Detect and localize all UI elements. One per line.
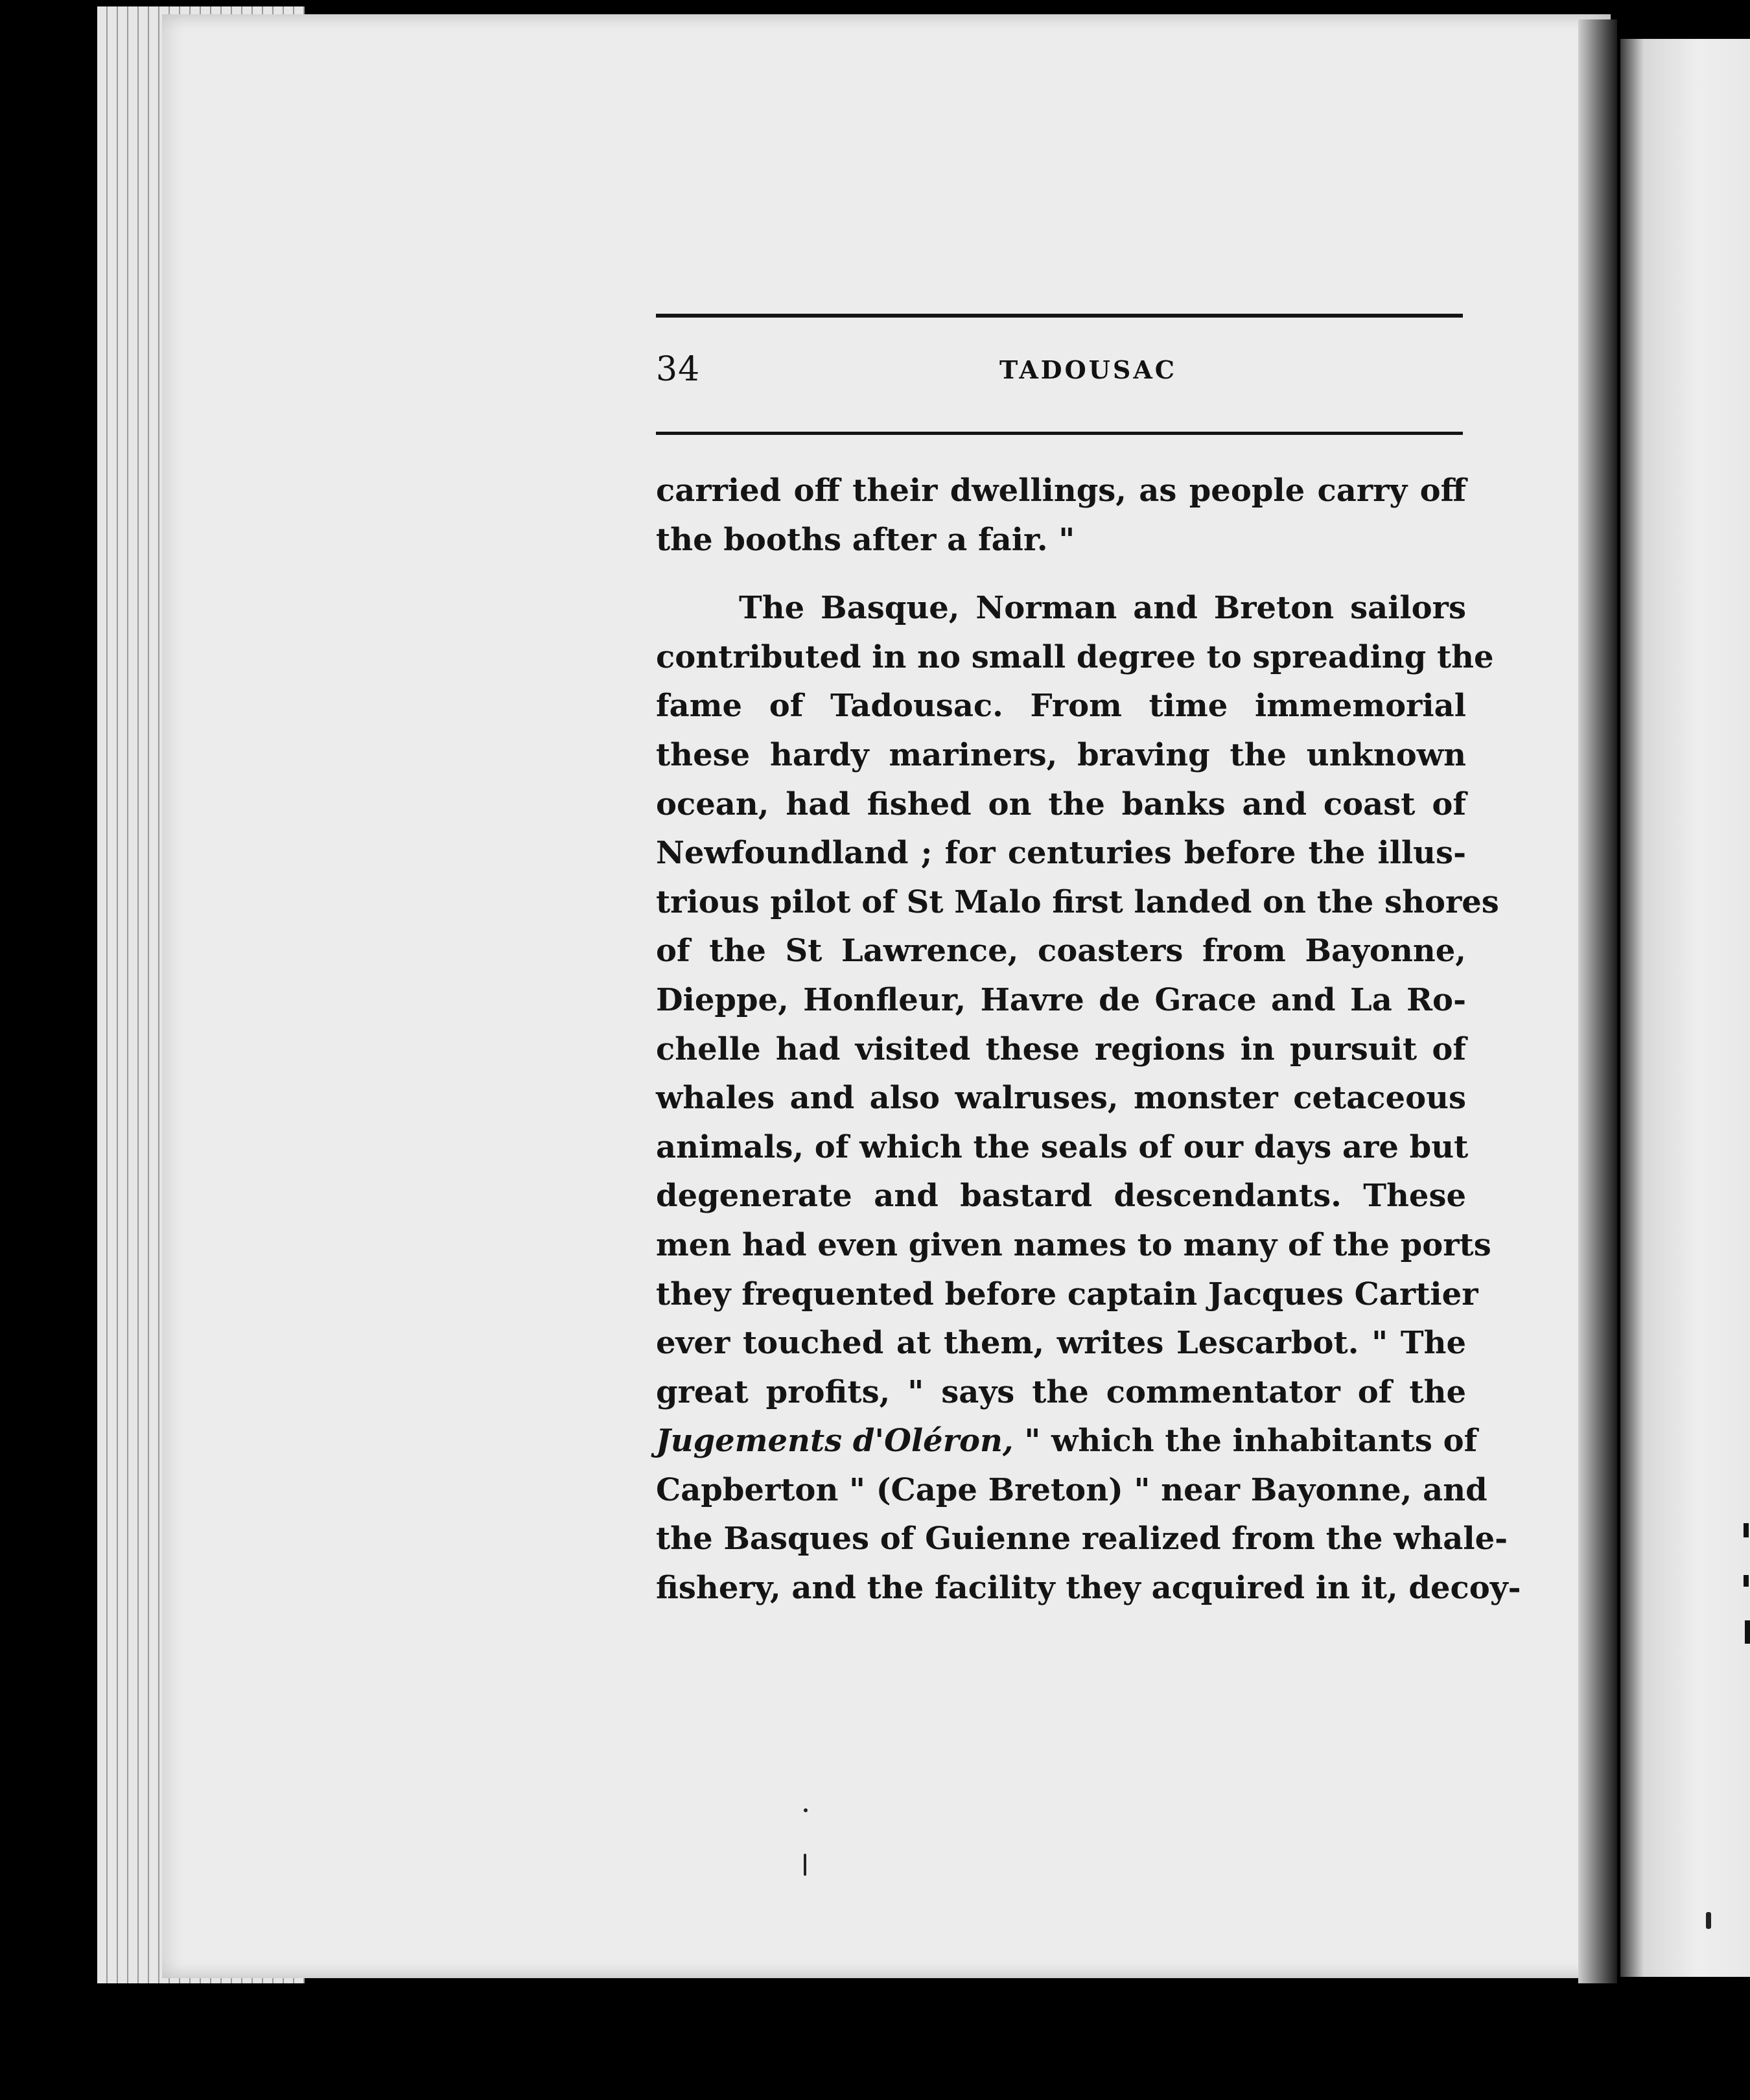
facing-page-sliver [1620,39,1750,1977]
text-line: Newfoundland ; for centuries before the illus- [656,835,1466,872]
facing-page-mark [1744,1523,1749,1537]
scan-speck [804,1854,806,1876]
text-line: the booths after a fair. " [656,521,1075,558]
facing-page-mark [1745,1620,1750,1644]
text-line: ever touched at them, writes Lescarbot. " The [656,1325,1466,1362]
text-line: The Basque, Norman and Breton sailors [739,590,1466,627]
text-line: contributed in no small degree to spreading the [656,638,1494,675]
body-text [656,467,1521,1613]
text-line: whales and also walruses, monster cetaceous [656,1080,1466,1117]
text-line: of the St Lawrence, coasters from Bayonne, [656,933,1466,970]
page-header [656,350,1463,402]
italic-title: Jugements d'Oléron, [656,1423,1014,1460]
text-line: ocean, had fished on the banks and coast of [656,786,1466,822]
facing-page-mark [1744,1575,1749,1587]
text-line: Capberton " (Cape Breton) " near Bayonne, and [656,1471,1488,1508]
text-line-with-italic-title [656,1417,1478,1466]
text-line: animals, of which the seals of our days are but [656,1128,1469,1165]
header-rule-top [656,314,1463,318]
text-line: the Basques of Guienne realized from the whale- [656,1521,1508,1558]
text-line: degenerate and bastard descendants. These [656,1178,1466,1215]
page-number: 34 [656,350,701,389]
paragraph-1 [656,467,1466,565]
header-rule-bottom [656,432,1463,435]
text-line: great profits, " says the commentator of the [656,1373,1466,1410]
text-line: trious pilot of St Malo first landed on the shores [656,883,1499,920]
text-line: chelle had visited these regions in pursuit of [656,1031,1466,1068]
text-run: " which the inhabitants of [1013,1423,1478,1460]
binding-gutter-shadow [1578,19,1617,1983]
running-head: TADOUSAC [999,355,1178,384]
text-line: fishery, and the facility they acquired in it, decoy- [656,1570,1521,1607]
text-line: these hardy mariners, braving the unknown [656,736,1466,773]
scan-speck [1706,1912,1711,1929]
text-line: fame of Tadousac. From time immemorial [656,688,1466,725]
paragraph-2 [656,584,1521,1613]
text-line: Dieppe, Honfleur, Havre de Grace and La Ro- [656,981,1466,1018]
text-line: men had even given names to many of the ports [656,1226,1491,1263]
text-line: carried off their dwellings, as people carry off [656,472,1466,509]
text-line: they frequented before captain Jacques Cartier [656,1276,1478,1312]
scan-speck [804,1808,808,1812]
